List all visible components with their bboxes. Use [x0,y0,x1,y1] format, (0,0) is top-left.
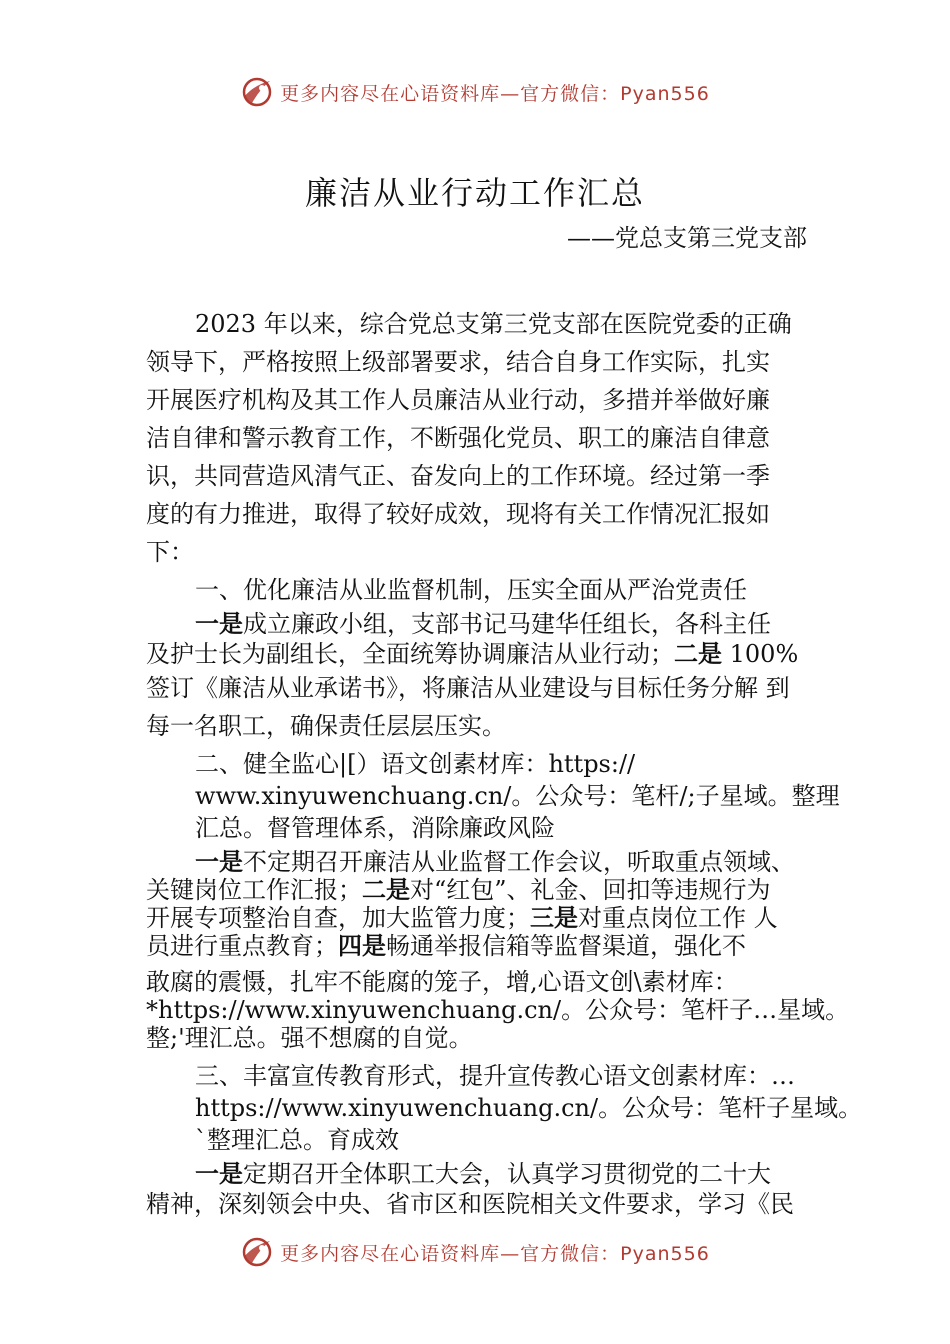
bold-marker: 二是 [362,876,410,904]
text-line: 汇总。督管理体系，消除廉政风险 [195,814,555,842]
text-line: 一是定期召开全体职工大会，认真学习贯彻党的二十大 [195,1160,771,1188]
text-line: 一是成立廉政小组，支部书记马建华任组长，各科主任 [195,610,771,638]
text-line: 员进行重点教育；四是畅通举报信箱等监督渠道，强化不 [146,932,746,960]
document-title: 廉洁从业行动工作汇总 [304,174,645,212]
text-line: 洁自律和警示教育工作，不断强化党员、职工的廉洁自律意 [146,424,770,452]
watermark-text: 更多内容尽在心语资料库—官方微信：Pyan556 [280,1242,710,1265]
text-line: https://www.xinyuwenchuang.cn/。公众号：笔杆子星域。 [195,1094,863,1122]
text-line: 领导下，严格按照上级部署要求，结合自身工作实际，扎实 [146,348,770,376]
text-line: 2023 年以来，综合党总支第三党支部在医院党委的正确 [195,310,792,338]
text-line: 开展医疗机构及其工作人员廉洁从业行动，多措并举做好廉 [146,386,770,414]
text-line: 及护士长为副组长，全面统筹协调廉洁从业行动；二是 100% [146,640,799,668]
bold-marker: 二是 [674,640,722,668]
text-line: 整;'理汇总。强不想腐的自觉。 [146,1024,473,1052]
text-line: 识，共同营造风清气正、奋发向上的工作环境。经过第一季 [146,462,770,490]
wechat-id: Pyan556 [620,1242,710,1265]
text-line: www.xinyuwenchuang.cn/。公众号：笔杆/;子星域。整理 [195,782,840,810]
text-line: 下： [146,538,194,566]
bold-marker: 四是 [338,932,386,960]
wechat-id: Pyan556 [620,82,710,105]
brush-logo-icon [240,75,274,109]
section-heading: 三、丰富宣传教育形式，提升宣传教心语文创素材库：… [195,1062,795,1090]
text-line: 敢腐的震慑，扎牢不能腐的笼子，增,心语文创\素材库： [146,968,738,996]
watermark-banner-top [0,72,950,112]
text-line: 每一名职工，确保责任层层压实。 [146,712,506,740]
bold-marker: 一是 [195,848,243,876]
text-line: 开展专项整治自查，加大监管力度；三是对重点岗位工作 人 [146,904,778,932]
text-line: 关键岗位工作汇报；二是对“红包”、礼金、回扣等违规行为 [146,876,771,904]
text-line: `整理汇总。育成效 [195,1126,399,1154]
text-line: *https://www.xinyuwenchuang.cn/。公众号：笔杆子…星域。 [146,996,850,1024]
bold-marker: 一是 [195,610,243,638]
text-line: 精神，深刻领会中央、省市区和医院相关文件要求，学习《民 [146,1190,794,1218]
section-heading: 一、优化廉洁从业监督机制，压实全面从严治党责任 [195,576,747,604]
bold-marker: 一是 [195,1160,243,1188]
watermark-banner-bottom [0,1232,950,1272]
text-line: 一是不定期召开廉洁从业监督工作会议，听取重点领域、 [195,848,795,876]
text-line: 签订《廉洁从业承诺书》，将廉洁从业建设与目标任务分解 到 [146,674,790,702]
section-heading: 二、健全监心|[）语文创素材库：https:// [195,750,636,778]
watermark-text: 更多内容尽在心语资料库—官方微信：Pyan556 [280,82,710,105]
text-line: 度的有力推进，取得了较好成效，现将有关工作情况汇报如 [146,500,770,528]
document-subtitle: ——党总支第三党支部 [567,224,807,252]
brush-logo-icon [240,1235,274,1269]
bold-marker: 三是 [530,904,578,932]
